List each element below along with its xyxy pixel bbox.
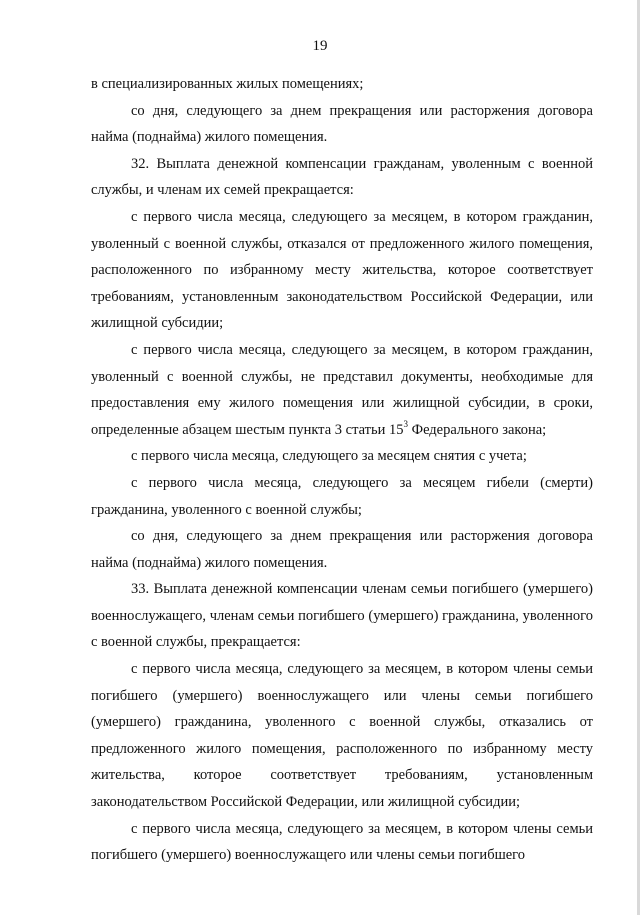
paragraph: с первого числа месяца, следующего за месяцем снятия с учета; <box>131 448 527 465</box>
paragraph-text: с первого числа месяца, следующего за месяцем, в котором гражданин, уволенный с военной службы, не представил документы, необходимые для предоставления ему жилого помещения или жилищной субсидии, в сроки, определенные абзацем шестым пункта 3 статьи 15 <box>91 341 593 438</box>
document-body <box>91 71 593 869</box>
paragraph: с первого числа месяца, следующего за месяцем гибели (смерти) гражданина, уволенного с военной службы; <box>91 474 593 518</box>
paragraph: с первого числа месяца, следующего за месяцем, в котором члены семьи погибшего (умершего) военнослужащего или члены семьи погибшего (умершего) гражданина, уволенного с военной службы, отказались от предложенного жилого помещения, расположенного по избранному месту жительства, которое соответствует требованиям, установленным законодательством Российской Федерации, или жилищной субсидии; <box>91 661 593 811</box>
paragraph: с первого числа месяца, следующего за месяцем, в котором члены семьи погибшего (умершего) военнослужащего или члены семьи погибшего <box>91 820 593 864</box>
paragraph: со дня, следующего за днем прекращения или расторжения договора найма (поднайма) жилого помещения. <box>91 528 593 571</box>
paragraph: со дня, следующего за днем прекращения или расторжения договора найма (поднайма) жилого помещения. <box>91 102 593 146</box>
page-number: 19 <box>312 38 328 54</box>
paragraph-clause-32: 32. Выплата денежной компенсации гражданам, уволенным с военной службы, и членам их семей прекращается: <box>91 155 593 199</box>
article-superscript: 3 <box>403 418 408 429</box>
paragraph-continuation: в специализированных жилых помещениях; <box>91 76 364 92</box>
paragraph-with-superscript <box>91 337 593 443</box>
paragraph: с первого числа месяца, следующего за месяцем, в котором гражданин, уволенный с военной службы, отказался от предложенного жилого помещения, расположенного по избранному месту жительства, которое соответствует требованиям, установленным законодательством Российской Федерации, или жилищной субсидии; <box>91 208 593 332</box>
paragraph-text: Федерального закона; <box>407 421 547 438</box>
paragraph-clause-33: 33. Выплата денежной компенсации членам семьи погибшего (умершего) военнослужащего, членам семьи погибшего (умершего) гражданина, уволенного с военной службы, прекращается: <box>91 581 593 651</box>
